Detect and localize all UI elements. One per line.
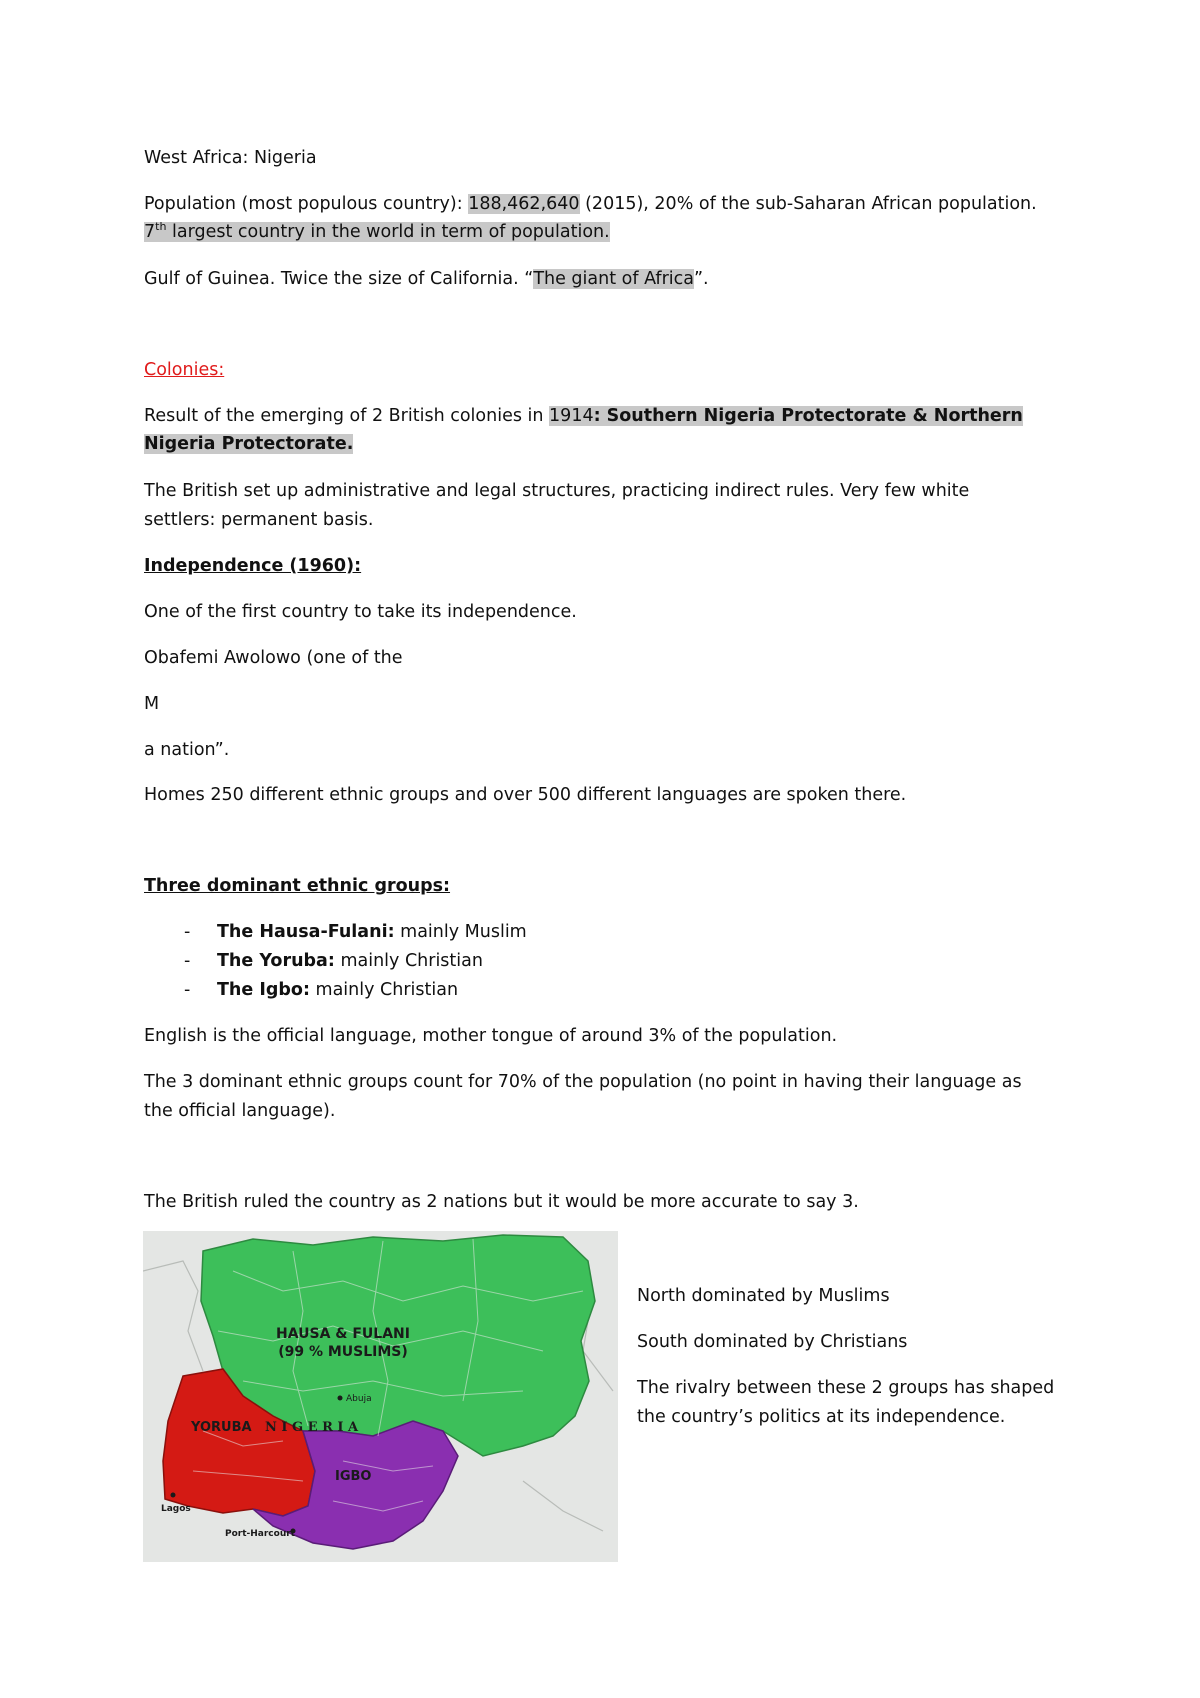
- colonies-text: Result of the emerging of 2 British colonies in: [144, 406, 550, 426]
- independence-line-5: Homes 250 different ethnic groups and over 500 different languages are spoken there.: [144, 785, 907, 805]
- side-rivalry-1: The rivalry between these 2 groups has shaped: [637, 1378, 1055, 1398]
- ethnic-desc: mainly Christian: [334, 951, 483, 971]
- ethnic-name: The Hausa-Fulani:: [217, 922, 395, 942]
- population-rank-line: [144, 220, 610, 244]
- geo-highlight: The giant of Africa: [533, 269, 694, 289]
- english-line: English is the official language, mother tongue of around 3% of the population.: [144, 1026, 838, 1046]
- side-south: South dominated by Christians: [637, 1332, 908, 1352]
- british-rule-line: The British ruled the country as 2 nations but it would be more accurate to say 3.: [144, 1192, 859, 1212]
- rank-suffix: th: [155, 220, 167, 234]
- population-rest: (2015), 20% of the sub-Saharan African population.: [579, 194, 1037, 214]
- label-hausa-1: HAUSA & FULANI: [276, 1326, 410, 1342]
- ethnic-desc: mainly Muslim: [394, 922, 527, 942]
- ethnic-desc: mainly Christian: [309, 980, 459, 1000]
- map-svg: [143, 1231, 618, 1562]
- dominant-line-1: The 3 dominant ethnic groups count for 70% of the population (no point in having their language as: [144, 1072, 1022, 1092]
- population-value: 188,462,640: [468, 194, 580, 214]
- label-abuja: Abuja: [346, 1394, 372, 1404]
- label-nigeria: N I G E R I A: [265, 1420, 359, 1435]
- independence-line-4: a nation”.: [144, 740, 230, 760]
- list-dash: -: [184, 980, 191, 1000]
- british-structures-line-1: The British set up administrative and legal structures, practicing indirect rules. Very few white: [144, 481, 970, 501]
- independence-line-3: M: [144, 694, 160, 714]
- population-line: [144, 192, 1037, 216]
- ethnic-heading: Three dominant ethnic groups:: [144, 876, 451, 896]
- abuja-marker: [338, 1396, 343, 1401]
- side-north: North dominated by Muslims: [637, 1286, 890, 1306]
- geo-end: ”.: [693, 269, 709, 289]
- page-title: West Africa: Nigeria: [144, 148, 317, 168]
- dominant-line-2: the official language).: [144, 1101, 336, 1121]
- independence-line-1: One of the first country to take its independence.: [144, 602, 577, 622]
- lagos-marker: [171, 1493, 176, 1498]
- ethnic-name: The Igbo:: [217, 980, 310, 1000]
- list-dash: -: [184, 951, 191, 971]
- ethnic-name: The Yoruba:: [217, 951, 335, 971]
- independence-line-2: Obafemi Awolowo (one of the: [144, 648, 403, 668]
- side-rivalry-2: the country’s politics at its independence.: [637, 1407, 1006, 1427]
- label-port-harcourt: Port-Harcourt: [225, 1529, 295, 1539]
- list-dash: -: [184, 922, 191, 942]
- british-structures-line-2: settlers: permanent basis.: [144, 510, 374, 530]
- label-yoruba: YORUBA: [191, 1420, 252, 1435]
- geo-line: [144, 267, 709, 291]
- colonies-bold-2: Nigeria Protectorate.: [144, 434, 354, 454]
- rank-rest: largest country in the world in term of population.: [166, 222, 610, 242]
- colonies-line-1: [144, 404, 1023, 428]
- label-hausa-2: (99 % MUSLIMS): [278, 1344, 408, 1360]
- geo-text: Gulf of Guinea. Twice the size of California. “: [144, 269, 534, 289]
- label-lagos: Lagos: [161, 1504, 191, 1514]
- colonies-year: 1914: [549, 406, 594, 426]
- label-igbo: IGBO: [335, 1469, 372, 1484]
- colonies-heading: Colonies:: [144, 360, 225, 380]
- population-label: Population (most populous country):: [144, 194, 469, 214]
- rank-number: 7: [144, 222, 156, 242]
- independence-heading: Independence (1960):: [144, 556, 362, 576]
- nigeria-ethnic-map: [143, 1231, 618, 1562]
- colonies-line-2: [144, 432, 353, 456]
- colonies-bold-1: : Southern Nigeria Protectorate & Northern: [593, 406, 1023, 426]
